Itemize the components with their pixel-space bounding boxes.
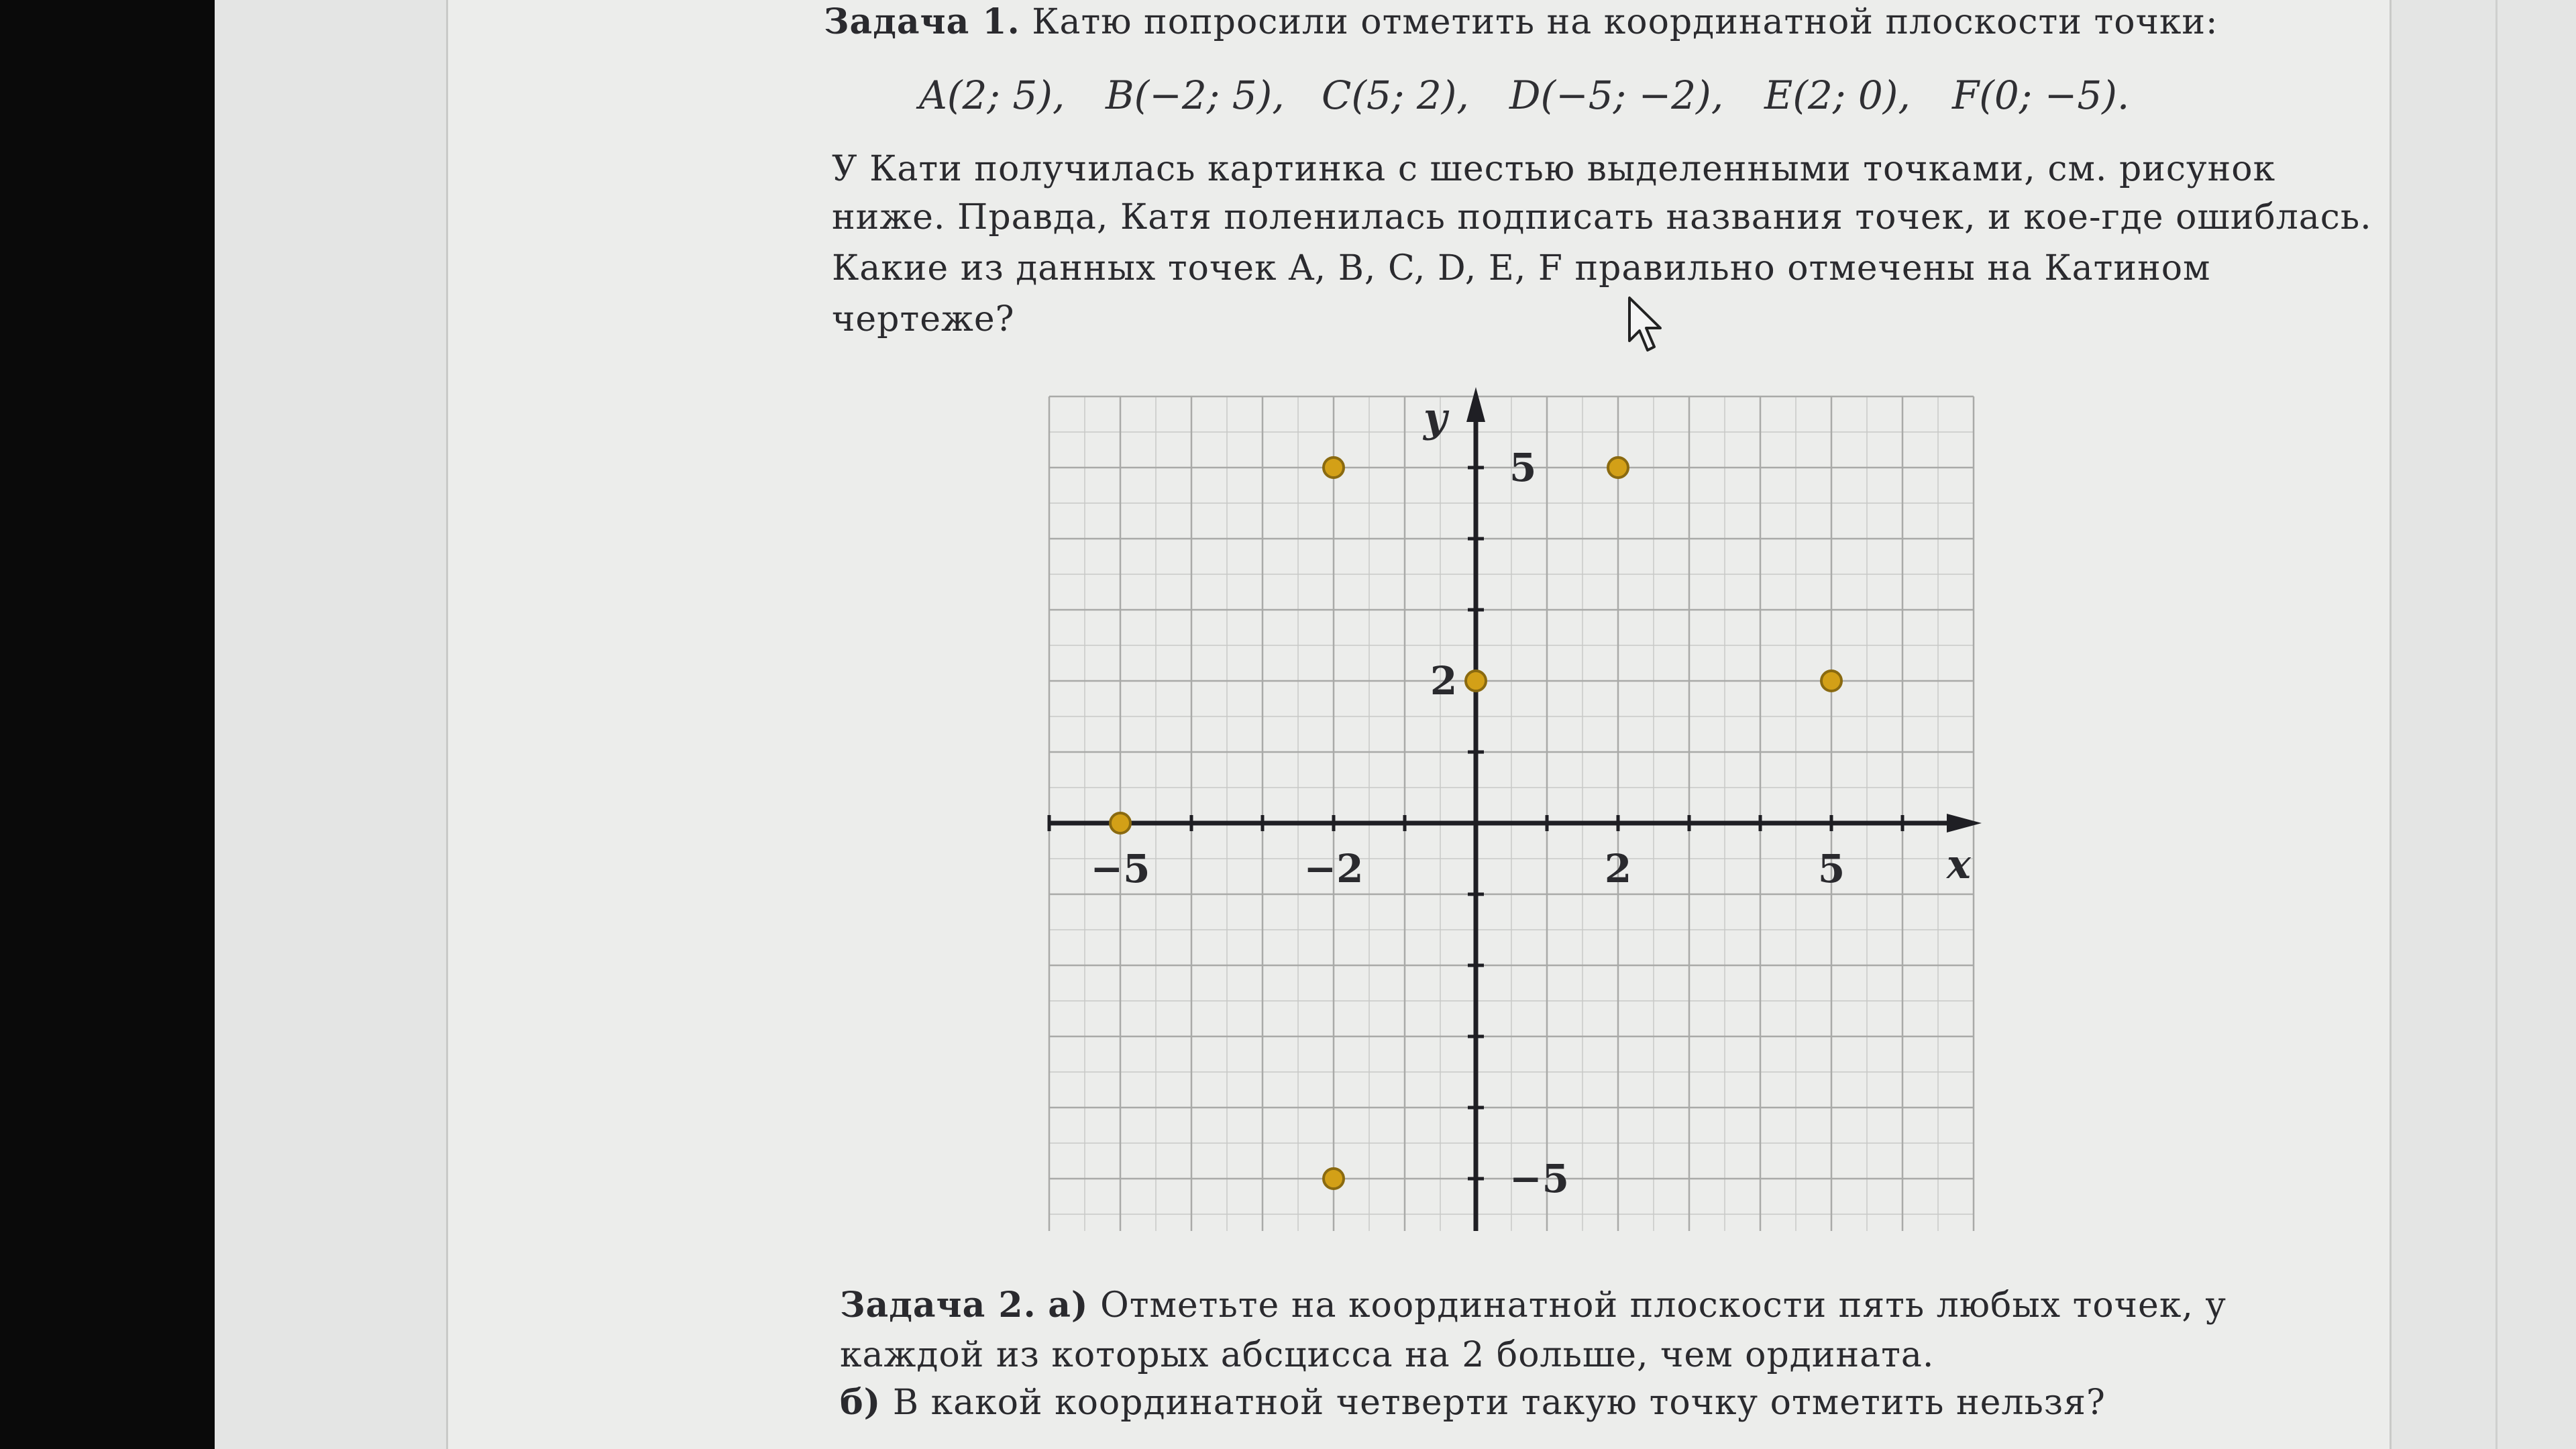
scatter-point [1324,458,1344,478]
task1-title: Задача 1. [824,1,1020,42]
question-line-3: Какие из данных точек A, B, C, D, E, F правильно отмечены на Катином [832,248,2211,288]
y-axis-arrow [1466,387,1485,422]
task2-a-label: а) [1048,1285,1089,1326]
y-tick-label: 5 [1509,445,1537,490]
scatter-point [1466,671,1486,691]
page-edge-line [2496,0,2498,1449]
point-f: F(0; −5). [1952,72,2130,118]
mouse-cursor-icon [1627,295,1667,356]
task2-a-text-2: каждой из которых абсцисса на 2 больше, чем ордината. [840,1335,1935,1375]
task1-intro: Катю попросили отметить на координатной плоскости точки: [1032,2,2218,42]
task1-header [824,1,2218,42]
y-tick-label: −5 [1509,1156,1569,1201]
x-tick-label: 2 [1604,846,1632,892]
point-d: D(−5; −2), [1509,72,1724,118]
task2-line-b [840,1382,2106,1423]
point-b: B(−2; 5), [1106,72,1285,118]
y-axis-label: y [1424,394,1447,441]
y-tick-label: 2 [1430,658,1458,704]
task2-title: Задача 2. [840,1285,1036,1326]
coordinate-plane-chart [1046,386,1999,1231]
task2-line-1 [840,1285,2226,1326]
task2-b-label: б) [840,1382,881,1423]
scatter-point [1821,671,1841,691]
point-e: E(2; 0), [1764,72,1911,118]
x-tick-label: −2 [1303,846,1364,892]
task2-b-text: В какой координатной четверти такую точку отметить нельзя? [892,1383,2106,1423]
task2-a-text-1: Отметьте на координатной плоскости пять любых точек, у [1100,1285,2226,1326]
scatter-point [1110,813,1130,833]
x-tick-label: −5 [1090,846,1150,892]
scatter-point [1608,458,1628,478]
x-axis-label: x [1947,841,1971,888]
point-a: A(2; 5), [919,72,1065,118]
x-tick-label: 5 [1817,846,1845,892]
point-c: C(5; 2), [1322,72,1469,118]
x-axis-arrow [1947,814,1982,833]
question-line-2: ниже. Правда, Катя поленилась подписать названия точек, и кое-где ошиблась. [832,197,2372,237]
scatter-point [1324,1169,1344,1189]
question-line-4: чертеже? [832,299,1015,339]
question-line-1: У Кати получилась картинка с шестью выделенными точками, см. рисунок [832,149,2276,189]
